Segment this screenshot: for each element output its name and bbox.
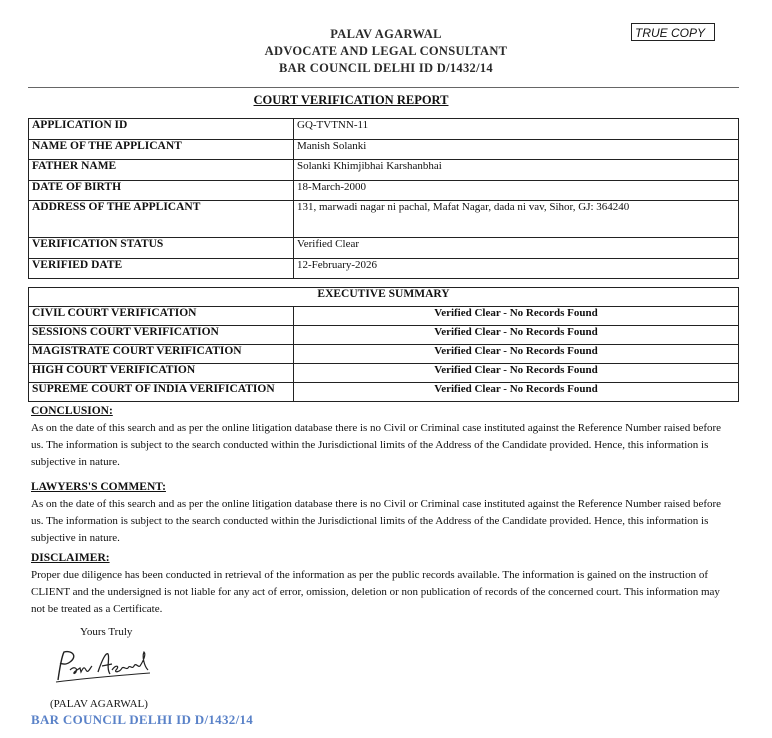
advocate-name: PALAV AGARWAL	[330, 27, 442, 41]
table-row	[29, 307, 739, 326]
advocate-bar-id: BAR COUNCIL DELHI ID D/1432/14	[279, 61, 493, 75]
row-value: Manish Solanki	[294, 139, 739, 160]
table-row	[29, 364, 739, 383]
row-value: Verified Clear	[294, 238, 739, 259]
applicant-details-table	[28, 118, 739, 279]
row-label: VERIFIED DATE	[29, 258, 294, 279]
table-row	[29, 139, 739, 160]
row-value: 131, marwadi nagar ni pachal, Mafat Nagar, dada ni vav, Sihor, GJ: 364240	[294, 201, 739, 238]
table-row	[29, 201, 739, 238]
closing-salutation: Yours Truly	[80, 626, 133, 638]
lawyers-comment-heading: LAWYERS'S COMMENT:	[31, 481, 166, 493]
row-value: Verified Clear - No Records Found	[294, 383, 739, 402]
row-label: DATE OF BIRTH	[29, 180, 294, 201]
table-row	[29, 160, 739, 181]
report-title: COURT VERIFICATION REPORT	[253, 93, 449, 107]
row-value: Solanki Khimjibhai Karshanbhai	[294, 160, 739, 181]
disclaimer-text: Proper due diligence has been conducted in retrieval of the information as per the public records available. The information is gained on the instruction of CLIENT and the undersigned is not liable for any act of error, omission, deletion or non publication of records of the concerned court. This information may not be treated as a Certificate.	[31, 569, 720, 615]
row-label: NAME OF THE APPLICANT	[29, 139, 294, 160]
true-copy-stamp: TRUE COPY	[631, 23, 715, 41]
lawyers-comment-text: As on the date of this search and as per the online litigation database there is no Civil or Criminal case instituted against the Reference Number raised before us. The information is subject to the search conducted within the Jurisdictional limits of the Address of the Candidate provided. Hence, this information is subjective in nature.	[31, 498, 722, 544]
row-value: Verified Clear - No Records Found	[294, 326, 739, 345]
signature-icon	[50, 646, 160, 688]
signer-name: (PALAV AGARWAL)	[50, 698, 148, 710]
row-label: CIVIL COURT VERIFICATION	[29, 307, 294, 326]
table-row	[29, 180, 739, 201]
table-row	[29, 258, 739, 279]
row-label: FATHER NAME	[29, 160, 294, 181]
header-divider	[28, 87, 739, 88]
row-label: ADDRESS OF THE APPLICANT	[29, 201, 294, 238]
conclusion-text: As on the date of this search and as per the online litigation database there is no Civil or Criminal case instituted against the Reference Number raised before us. The information is subject to the search conducted within the Jurisdictional limits of the Address of the Candidate provided. Hence, this information is subjective in nature.	[31, 422, 722, 468]
handwritten-signature	[50, 646, 160, 693]
executive-summary-table	[28, 287, 739, 402]
table-row	[29, 326, 739, 345]
table-row	[29, 238, 739, 259]
advocate-title: ADVOCATE AND LEGAL CONSULTANT	[264, 44, 508, 58]
table-header-row	[29, 288, 739, 307]
row-label: SESSIONS COURT VERIFICATION	[29, 326, 294, 345]
table-row	[29, 119, 739, 140]
row-value: Verified Clear - No Records Found	[294, 345, 739, 364]
executive-summary-heading: EXECUTIVE SUMMARY	[29, 288, 739, 307]
row-value: Verified Clear - No Records Found	[294, 364, 739, 383]
signer-bar-id: BAR COUNCIL DELHI ID D/1432/14	[31, 712, 254, 727]
disclaimer-heading: DISCLAIMER:	[31, 552, 110, 564]
row-value: Verified Clear - No Records Found	[294, 307, 739, 326]
conclusion-heading: CONCLUSION:	[31, 405, 113, 417]
table-row	[29, 383, 739, 402]
row-label: SUPREME COURT OF INDIA VERIFICATION	[29, 383, 294, 402]
row-label: HIGH COURT VERIFICATION	[29, 364, 294, 383]
row-value: 18-March-2000	[294, 180, 739, 201]
row-label: MAGISTRATE COURT VERIFICATION	[29, 345, 294, 364]
row-label: APPLICATION ID	[29, 119, 294, 140]
row-label: VERIFICATION STATUS	[29, 238, 294, 259]
table-row	[29, 345, 739, 364]
row-value: GQ-TVTNN-11	[294, 119, 739, 140]
row-value: 12-February-2026	[294, 258, 739, 279]
